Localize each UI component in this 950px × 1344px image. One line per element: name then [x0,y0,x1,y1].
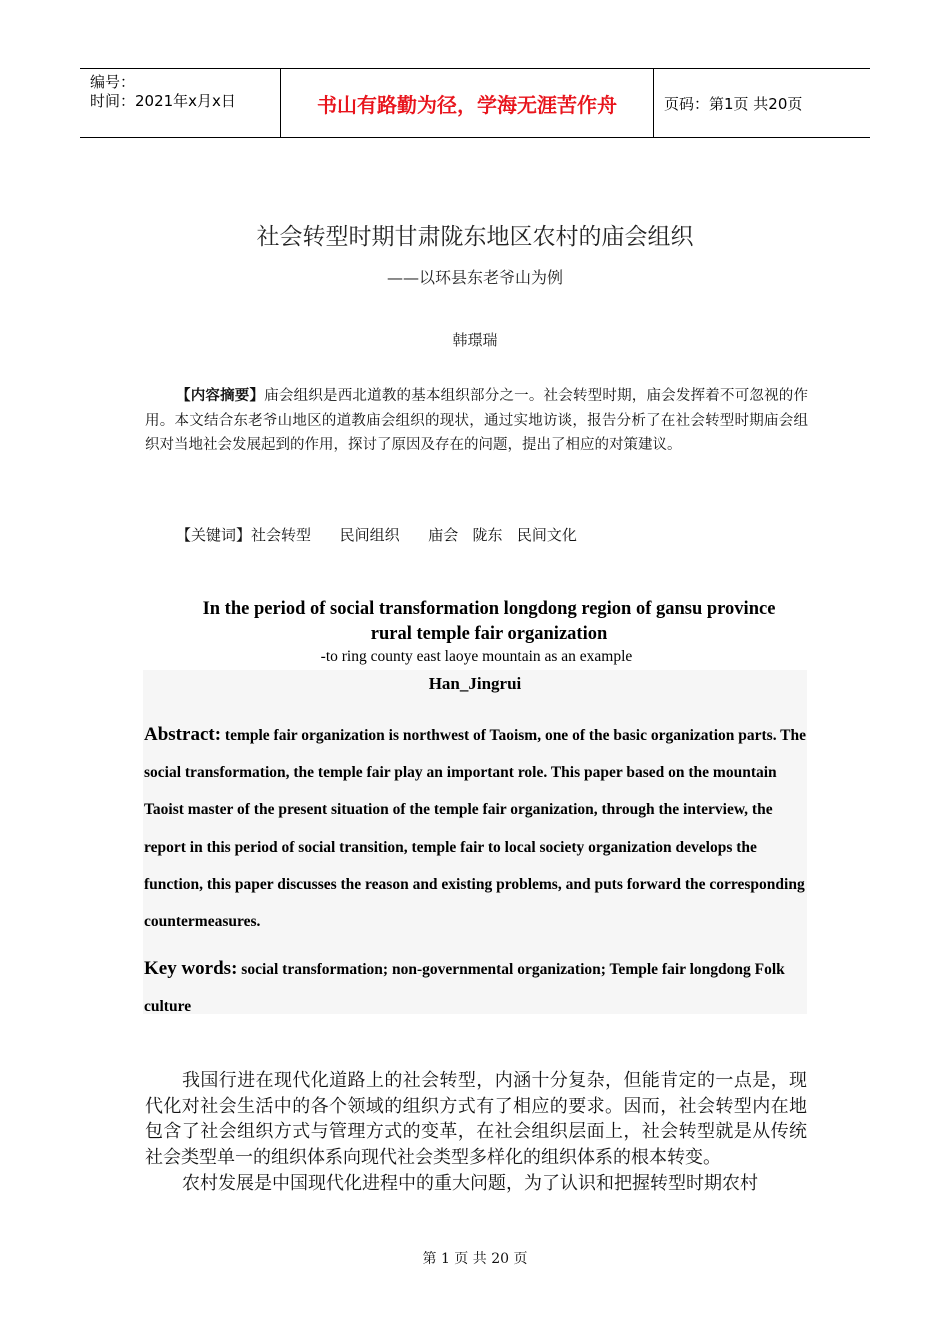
date-line: 时间：2021年x月x日 [90,92,236,110]
keywords-en [144,950,807,1025]
abstract-cn [145,384,808,458]
abstract-en-text: temple fair organization is northwest of Taoism, one of the basic organization parts. The social transformation, the temple fair play an important role. This paper based on the mountain Taoist master of the present situation of the temple fair organization, through the interview, the report in this period of social transition, temple fair to local society organization develops the function, this paper discusses the reason and existing problems, and puts forward the corresponding countermeasures. [144,727,807,931]
page-info: 页码：第1页 共20页 [664,94,803,113]
body-paragraph-1: 我国行进在现代化道路上的社会转型，内涵十分复杂，但能肯定的一点是，现代化对社会生活中的各个领域的组织方式有了相应的要求。因而，社会转型内在地包含了社会组织方式与管理方式的变革，在社会组织层面上，社会转型就是从传统社会类型单一的组织体系向现代社会类型多样化的组织体系的根本转变。 [145,1070,807,1169]
author-cn: 韩璟瑞 [452,331,498,349]
keywords-en-text: social transformation; non-governmental organization; Temple fair longdong Folk culture [144,961,785,1015]
number-label: 编号： [90,73,136,91]
paper-subtitle-cn: ——以环县东老爷山为例 [386,268,563,287]
paper-title-en [145,597,833,647]
header-motto-cell [281,69,654,137]
keywords-cn [176,524,577,545]
document-header [80,68,870,138]
motto-text: 书山有路勤为径，学海无涯苦作舟 [317,92,617,117]
keywords-cn-label: 【关键词】 [176,526,252,544]
keywords-cn-text: 社会转型 民间组织 庙会 陇东 民间文化 [251,526,577,544]
body-text [145,1068,807,1197]
header-page-cell [654,69,870,137]
body-paragraph-2: 农村发展是中国现代化进程中的重大问题，为了认识和把握转型时期农村 [182,1172,758,1194]
header-meta-cell [80,69,281,137]
abstract-en-label: Abstract: [144,724,222,745]
author-en: Han_Jingrui [428,674,522,693]
title-en-line1: In the period of social transformation longdong region of gansu province [202,599,776,619]
title-en-line2: rural temple fair organization [370,624,608,644]
abstract-cn-label: 【内容摘要】 [176,388,265,404]
paper-subtitle-en: -to ring county east laoye mountain as an example [320,648,633,665]
keywords-en-label: Key words: [144,958,238,979]
english-abstract-box [143,670,807,1014]
abstract-en [144,716,807,940]
abstract-cn-text: 庙会组织是西北道教的基本组织部分之一。社会转型时期，庙会发挥着不可忽视的作用。本文结合东老爷山地区的道教庙会组织的现状，通过实地访谈，报告分析了在社会转型时期庙会组织对当地社会发展起到的作用，探讨了原因及存在的问题，提出了相应的对策建议。 [145,388,809,454]
page-footer: 第 1 页 共 20 页 [422,1251,528,1267]
paper-title-cn: 社会转型时期甘肃陇东地区农村的庙会组织 [256,224,694,250]
